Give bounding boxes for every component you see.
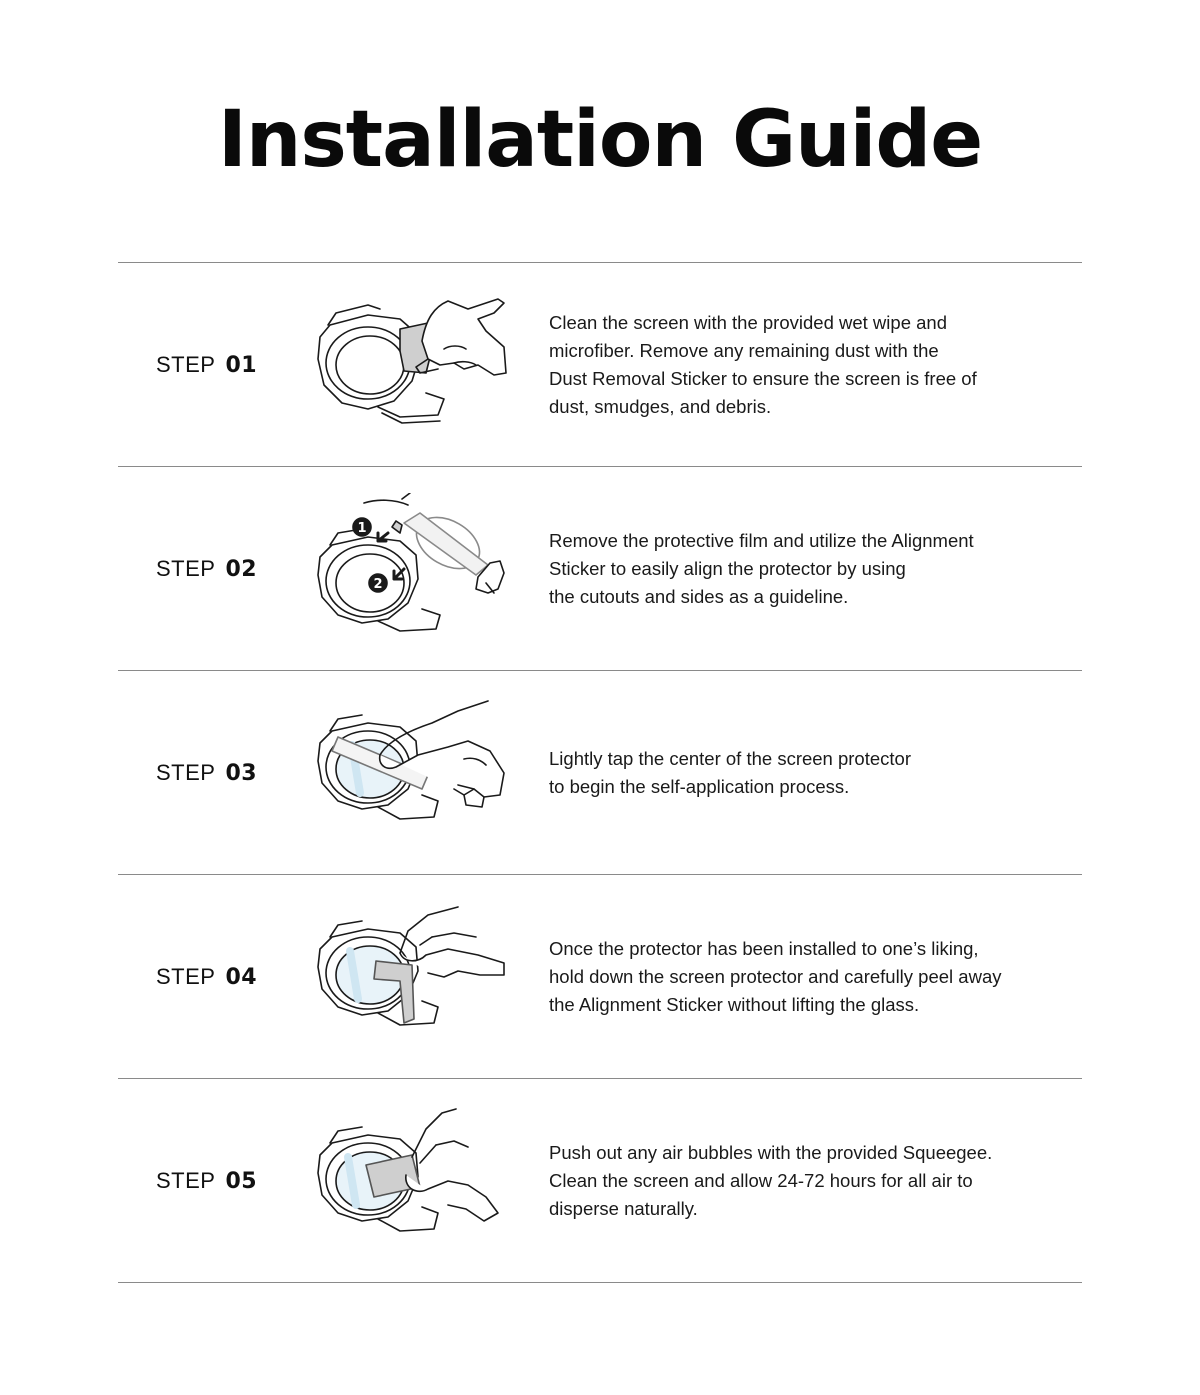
- step-text-line: Remove the protective film and utilize the Alignment: [549, 529, 974, 551]
- step-description: [549, 1139, 1049, 1223]
- divider: [118, 1282, 1082, 1283]
- step-row-03: [118, 671, 1082, 874]
- step-description: [549, 527, 1049, 611]
- step-word: STEP: [156, 963, 216, 989]
- marker-2: 2: [373, 577, 383, 592]
- step-number: 05: [225, 1168, 258, 1194]
- watch-align-illustration: [308, 493, 508, 643]
- step-text-line: hold down the screen protector and carefully peel away: [549, 965, 1002, 987]
- step-text-line: to begin the self-application process.: [549, 775, 850, 797]
- step-label: [156, 352, 257, 378]
- step-number: 01: [225, 352, 258, 378]
- step-text-line: Dust Removal Sticker to ensure the screen is free of: [549, 367, 977, 389]
- step-text-line: Once the protector has been installed to one’s liking,: [549, 937, 979, 959]
- step-number: 04: [225, 964, 258, 990]
- step-text-line: Clean the screen and allow 24-72 hours for all air to: [549, 1169, 973, 1191]
- step-number: 03: [225, 760, 258, 786]
- step-description: [549, 309, 1049, 421]
- step-description: [549, 935, 1049, 1019]
- watch-peel-illustration: [308, 901, 508, 1051]
- step-number: 02: [225, 556, 258, 582]
- step-text-line: microfiber. Remove any remaining dust with the: [549, 339, 939, 361]
- step-list: [118, 262, 1082, 1283]
- step-text-line: the Alignment Sticker without lifting the glass.: [549, 993, 920, 1015]
- step-text-line: Sticker to easily align the protector by using: [549, 557, 906, 579]
- step-row-01: [118, 263, 1082, 466]
- step-label: [156, 556, 257, 582]
- watch-tap-illustration: [308, 697, 508, 847]
- step-text-line: dust, smudges, and debris.: [549, 395, 772, 417]
- step-text-line: Push out any air bubbles with the provided Squeegee.: [549, 1141, 993, 1163]
- step-label: [156, 760, 257, 786]
- step-text-line: Lightly tap the center of the screen protector: [549, 747, 911, 769]
- step-row-02: [118, 467, 1082, 670]
- watch-squeegee-illustration: [308, 1105, 508, 1255]
- step-row-05: [118, 1079, 1082, 1282]
- step-word: STEP: [156, 351, 216, 377]
- step-text-line: Clean the screen with the provided wet wipe and: [549, 311, 947, 333]
- page-title: Installation Guide: [217, 95, 983, 185]
- step-text-line: the cutouts and sides as a guideline.: [549, 585, 849, 607]
- step-label: [156, 964, 257, 990]
- step-word: STEP: [156, 1167, 216, 1193]
- step-text-line: disperse naturally.: [549, 1197, 698, 1219]
- step-description: [549, 745, 1049, 801]
- watch-wipe-illustration: [308, 289, 508, 439]
- step-label: [156, 1168, 257, 1194]
- step-word: STEP: [156, 555, 216, 581]
- marker-1: 1: [357, 521, 367, 536]
- step-row-04: [118, 875, 1082, 1078]
- step-word: STEP: [156, 759, 216, 785]
